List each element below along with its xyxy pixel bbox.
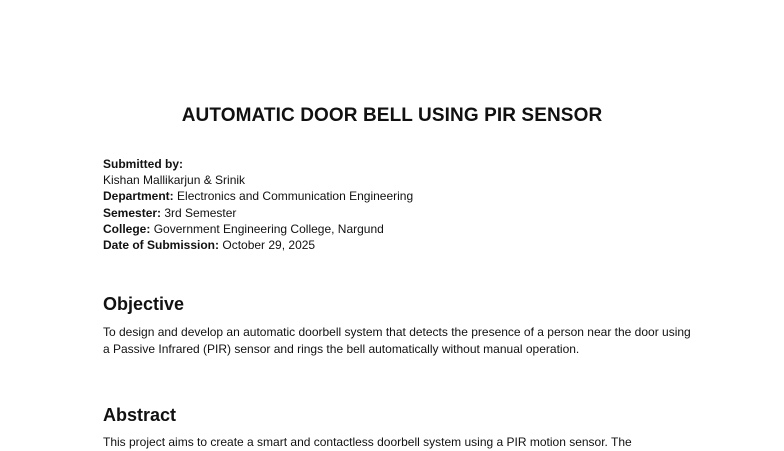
department-value: Electronics and Communication Engineering — [177, 189, 414, 204]
college-value: Government Engineering College, Nargund — [153, 221, 384, 236]
document-title: AUTOMATIC DOOR BELL USING PIR SENSOR — [181, 105, 603, 126]
college-label: College: — [103, 221, 151, 236]
department-label: Department: — [103, 189, 174, 204]
submitted-by-value-row — [103, 172, 413, 188]
semester-value: 3rd Semester — [164, 205, 237, 220]
submitted-by-value: Kishan Mallikarjun & Srinik — [103, 173, 246, 188]
abstract-heading: Abstract — [103, 405, 177, 425]
submitted-by-label: Submitted by: — [103, 157, 183, 171]
submission-details — [103, 156, 413, 253]
date-value: October 29, 2025 — [222, 238, 316, 253]
department-row — [103, 188, 413, 204]
college-row — [103, 221, 413, 237]
date-label: Date of Submission: — [103, 238, 220, 253]
semester-label: Semester: — [103, 205, 162, 220]
abstract-paragraph: This project aims to create a smart and contactless doorbell system using a PIR motion sensor. The — [103, 435, 632, 449]
objective-heading: Objective — [103, 294, 185, 314]
objective-paragraph: To design and develop an automatic doorbell system that detects the presence of a person near the door using a Passive Infrared (PIR) sensor and rings the bell automatically without manual operation. — [103, 325, 691, 356]
semester-row — [103, 205, 413, 221]
submitted-by-label-row — [103, 156, 413, 172]
date-row — [103, 237, 413, 253]
